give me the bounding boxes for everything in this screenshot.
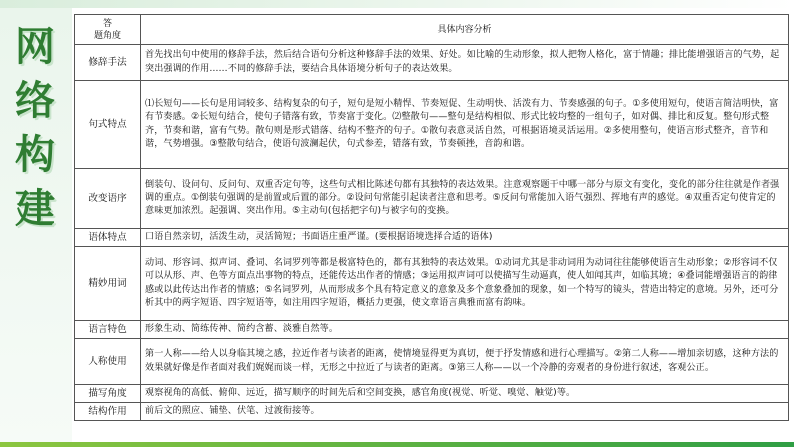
row-label: 修辞手法 (75, 45, 141, 81)
title-char: 络 (15, 78, 55, 124)
table-row (75, 45, 789, 81)
table-row (75, 321, 789, 339)
page-title (4, 20, 66, 236)
title-char: 网 (15, 24, 55, 70)
table-row (75, 247, 789, 321)
row-label: 改变语序 (75, 169, 141, 229)
table-row (75, 385, 789, 403)
header-analysis: 具体内容分析 (141, 15, 789, 45)
row-content: 形象生动、简练传神、简约含蓄、淡雅自然等。 (141, 321, 789, 339)
row-label: 精妙用词 (75, 247, 141, 321)
bottom-decor-bar (0, 442, 794, 447)
analysis-table (74, 14, 789, 421)
table-row (75, 229, 789, 247)
row-label: 句式特点 (75, 81, 141, 169)
table-row (75, 169, 789, 229)
title-char: 构 (15, 132, 55, 178)
analysis-table-container (74, 14, 788, 432)
row-content: 前后文的照应、铺垫、伏笔、过渡衔接等。 (141, 403, 789, 421)
row-label: 语言特色 (75, 321, 141, 339)
header-angle: 答 题角度 (75, 15, 141, 45)
row-label: 语体特点 (75, 229, 141, 247)
row-content: 倒装句、设问句、反问句、双重否定句等，这些句式相比陈述句都有其独特的表达效果。注意观察题干中哪一部分与原文有变化，变化的部分往往就是作者强调的重点。①倒装句强调的是前置或后置的部分。②设问句常能引起读者注意和思考。⑤反问句常能加入语气强烈、挥地有声的感觉。④双重否定句使肯定的意味更加浓烈。起强调、突出作用。⑤主动句(包括把字句)与被字句的变换。 (141, 169, 789, 229)
row-content: 观察视角的高低、俯仰、远近，描写顺序的时间先后和空间变换，感官角度(视觉、听觉、嗅觉、触觉)等。 (141, 385, 789, 403)
row-label: 人称使用 (75, 339, 141, 385)
top-decor-stripe (0, 0, 794, 8)
row-content: 动词、形容词、拟声词、叠词、名词罗列等都是极富特色的，都有其独特的表达效果。①动词尤其是非动词用为动词往往能够使语言生动形象；②形容词不仅可以从形、声、色等方面点出事物的特点，还能传达出作者的情感；③运用拟声词可以使描写生动逼真，使人如闻其声，如临其境；④叠词能增强语言的韵律感或以此传达出作者的情感；⑤名词罗列，从而形成多个具有特定意义的意象及多个意象叠加的现象，如一个特写的镜头，营造出特定的意境。另外，还可分析其中的两字短语、四字短语等，如注用四字短语，概括力更强，使文章语言典雅而富有韵味。 (141, 247, 789, 321)
table-row (75, 81, 789, 169)
table-row (75, 403, 789, 421)
row-label: 描写角度 (75, 385, 141, 403)
title-char: 建 (15, 186, 55, 232)
table-row (75, 339, 789, 385)
row-content: 口语自然亲切，活泼生动，灵活简短；书面语庄重严谨。(要根据语境选择合适的语体) (141, 229, 789, 247)
row-content: ⑴长短句——长句是用词较多、结构复杂的句子，短句是短小精悍、节奏短促、生动明快、活泼有力、节奏感强的句子。①多使用短句，使语言简洁明快，富有节奏感。②长短句结合，使句子错落有致，节奏富于变化。⑵整散句——整句是结构相似、形式比较均整的一组句子，如对偶、排比和反复。整句形式整齐，节奏和谐，富有气势。散句则是形式错落、结构不整齐的句子。①散句表意灵活自然，可根据语境灵活运用。②多使用整句，使语言形式整齐，音节和谐，气势增强。③整散句结合，使语句波澜起伏，句式参差，错落有致，节奏顿挫，音韵和谐。 (141, 81, 789, 169)
table-header-row (75, 15, 789, 45)
row-content: 第一人称——给人以身临其境之感，拉近作者与读者的距离，使情境显得更为真切，便于抒发情感和进行心理描写。②第二人称——增加亲切感，这种方法的效果就好像是作者面对我们娓娓而谈一样，无形之中拉近了与读者的距离。③第三人称——以一个冷静的旁观者的身份进行叙述，客观公正。 (141, 339, 789, 385)
row-label: 结构作用 (75, 403, 141, 421)
row-content: 首先找出句中使用的修辞手法，然后结合语句分析这种修辞手法的效果、好处。如比喻的生动形象，拟人把物人格化，富于情趣；排比能增强语言的气势，起突出强调的作用……不同的修辞手法，要结合具体语境分析句子的表达效果。 (141, 45, 789, 81)
